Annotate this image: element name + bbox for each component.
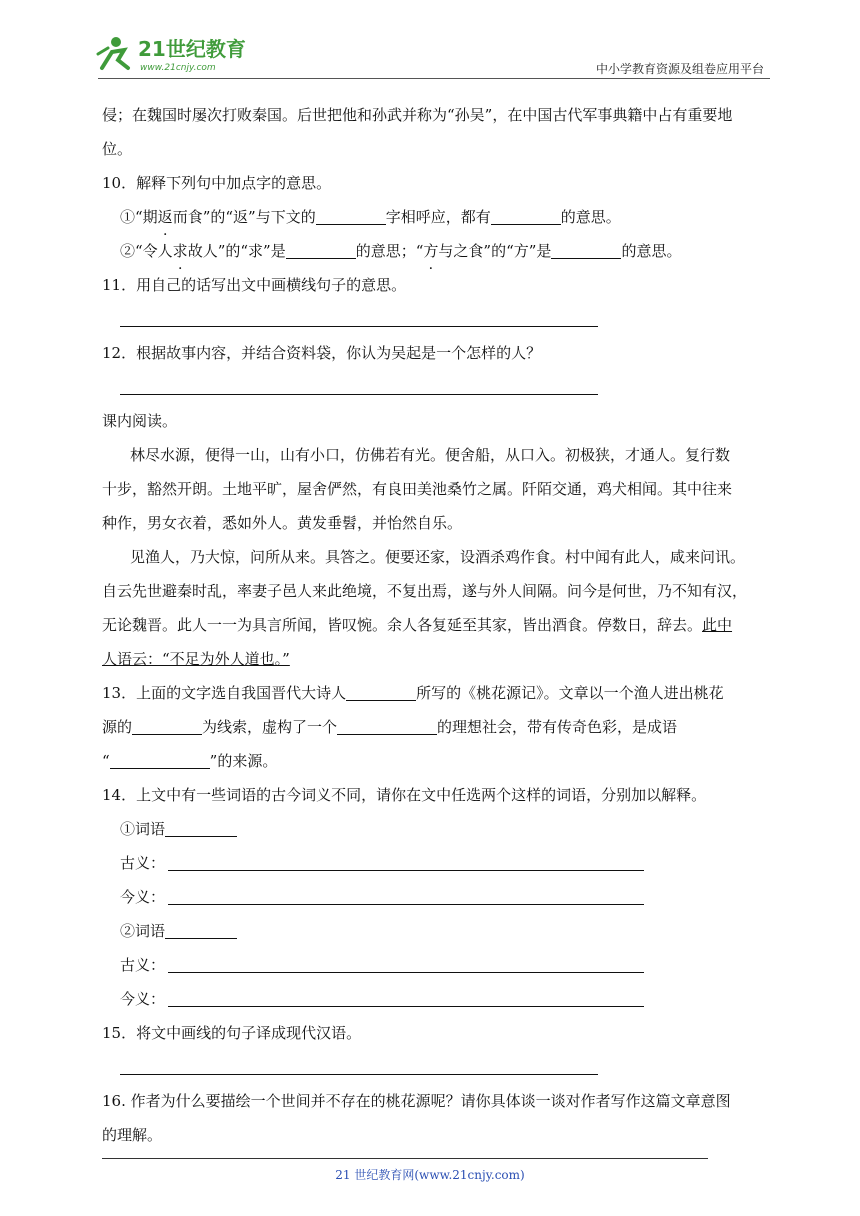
answer-line[interactable] [120,1074,598,1075]
text: 方 [513,242,529,260]
underlined-text: 此中 [702,616,733,634]
platform-name: 中小学教育资源及组卷应用平台 [595,62,764,76]
text: ”是 [528,242,552,260]
underlined-text: 人语云：“不足为外人道也。” [102,650,290,668]
question-10-item-2 [102,234,762,268]
text: ②词语 [120,922,166,940]
answer-line[interactable] [168,1006,644,1007]
text-line: 位。 [102,140,133,158]
text: 而食”的“ [172,208,234,226]
q14-modern-1 [102,880,762,914]
text: 求 [248,242,264,260]
logo-url: www.21cnjy.com [140,63,216,73]
site-logo [94,32,264,74]
text: 故人”的“ [187,242,249,260]
answer-blank[interactable] [491,206,561,225]
question-15: 15．将文中画线的句子译成现代汉语。 [102,1024,362,1042]
q14-word-2 [102,914,762,948]
question-16-cont: 的理解。 [102,1126,163,1144]
text: 13．上面的文字选自我国晋代大诗人 [102,684,347,702]
logo-text: 21世纪教育 [138,37,246,61]
text: 古义： [120,956,166,974]
section-heading: 课内阅读。 [102,412,178,430]
text: 返 [233,208,249,226]
question-11: 11．用自己的话写出文中画横线句子的意思。 [102,276,407,294]
document-body [102,98,762,1152]
text: 与之食”的“ [438,242,514,260]
answer-blank[interactable] [165,818,237,837]
page-header [90,28,770,80]
answer-blank[interactable] [286,240,356,259]
footer-divider [102,1158,708,1159]
answer-row [102,302,762,336]
text: ”与下文的 [248,208,316,226]
passage-line [102,608,762,642]
answer-line[interactable] [168,904,644,905]
page-footer: 21 世纪教育网(www.21cnjy.com) [335,1168,525,1182]
text: 所写的《桃花源记》。文章以一个渔人进出桃花 [416,684,724,702]
text: 今义： [120,888,166,906]
passage-line: 十步，豁然开朗。土地平旷，屋舍俨然，有良田美池桑竹之属。阡陌交通，鸡犬相闻。其中往来 [102,480,733,498]
dotted-char: 返 [157,208,173,226]
text: 的意思。 [560,208,621,226]
answer-blank[interactable] [346,682,416,701]
text: 今义： [120,990,166,1008]
answer-blank[interactable] [551,240,621,259]
q14-ancient-2 [102,948,762,982]
text: 源的 [102,718,133,736]
dotted-char: 求 [172,242,188,260]
answer-blank[interactable] [316,206,386,225]
answer-line[interactable] [120,326,598,327]
answer-blank[interactable] [110,750,210,769]
answer-line[interactable] [168,972,644,973]
text: 的意思。 [621,242,682,260]
answer-line[interactable] [168,870,644,871]
text: ”的来源。 [209,752,278,770]
question-14: 14．上文中有一些词语的古今词义不同，请你在文中任选两个这样的词语，分别加以解释。 [102,786,707,804]
answer-row [102,1050,762,1084]
text: 的理想社会，带有传奇色彩，是成语 [437,718,678,736]
answer-blank[interactable] [337,716,437,735]
text: 的意思；“ [355,242,424,260]
text: 为线索，虚构了一个 [202,718,338,736]
text-line: 侵；在魏国时屡次打败秦国。后世把他和孙武并称为“孙吴”，在中国古代军事典籍中占有重要地 [102,106,733,124]
text: ①词语 [120,820,166,838]
answer-blank[interactable] [165,920,237,939]
question-12: 12．根据故事内容，并结合资料袋，你认为吴起是一个怎样的人？ [102,344,542,362]
question-13-line-2 [102,710,762,744]
text: ①“期 [120,208,158,226]
q14-word-1 [102,812,762,846]
question-13-line-1 [102,676,762,710]
text: 字相呼应，都有 [385,208,491,226]
dotted-char: 方 [423,242,439,260]
header-divider [98,78,770,79]
passage-line: 林尽水源，便得一山，山有小口，仿佛若有光。便舍船，从口入。初极狭，才通人。复行数 [130,446,731,464]
answer-row [102,370,762,404]
answer-blank[interactable] [132,716,202,735]
passage-line: 自云先世避秦时乱，率妻子邑人来此绝境，不复出焉，遂与外人间隔。问今是何世，乃不知有汉， [102,582,748,600]
passage-line: 种作，男女衣着，悉如外人。黄发垂髫，并怡然自乐。 [102,514,463,532]
question-10-item-1 [102,200,762,234]
text: 古义： [120,854,166,872]
text: ”是 [263,242,286,260]
passage-line: 见渔人，乃大惊，问所从来。具答之。便要还家，设酒杀鸡作食。村中闻有此人，咸来问讯。 [130,548,746,566]
q14-modern-2 [102,982,762,1016]
question-10: 10．解释下列句中加点字的意思。 [102,174,332,192]
answer-line[interactable] [120,394,598,395]
question-16: 16. 作者为什么要描绘一个世间并不存在的桃花源呢？请你具体谈一谈对作者写作这篇文章意图 [102,1092,731,1110]
text: 无论魏晋。此人一一为具言所闻，皆叹惋。余人各复延至其家，皆出酒食。停数日，辞去。 [102,616,703,634]
text: ②“令人 [120,242,173,260]
question-13-line-3 [102,744,762,778]
text: “ [102,752,110,770]
passage-line [102,642,762,676]
q14-ancient-1 [102,846,762,880]
